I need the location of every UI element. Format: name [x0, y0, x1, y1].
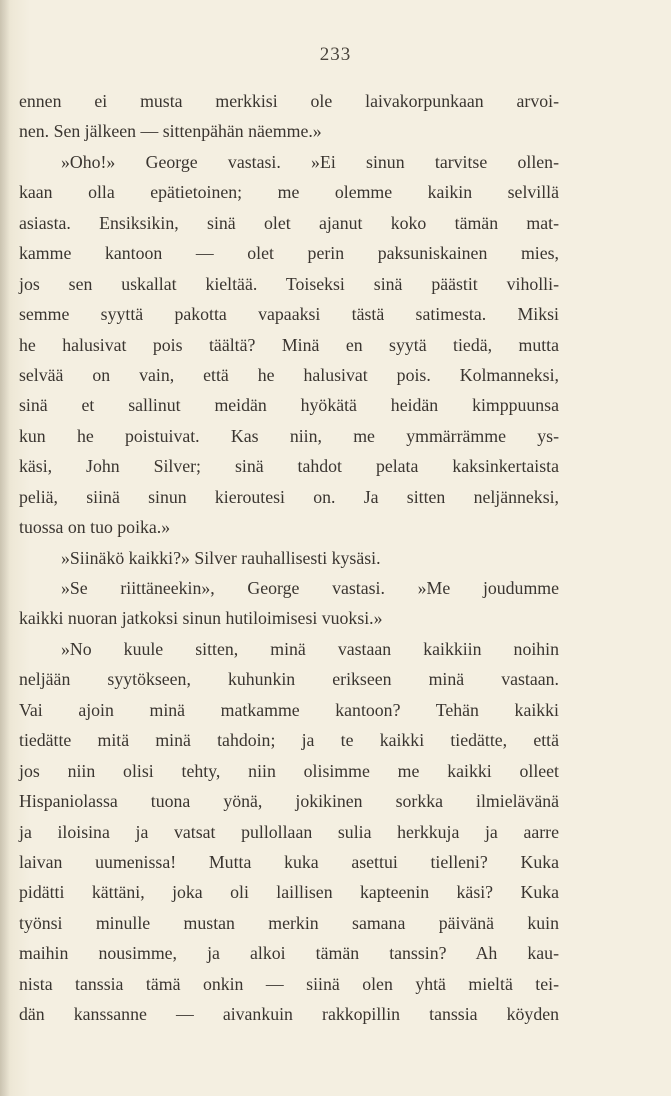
- text-line: kaan olla epätietoinen; me olemme kaikin selvillä: [19, 182, 559, 203]
- text-line: pidätti kättäni, joka oli laillisen kapteenin käsi? Kuka: [19, 882, 559, 903]
- text-line: käsi, John Silver; sinä tahdot pelata kaksinkertaista: [19, 456, 559, 477]
- text-line: työnsi minulle mustan merkin samana päivänä kuin: [19, 912, 559, 933]
- text-line: neljään syytökseen, kuhunkin erikseen minä vastaan.: [19, 669, 559, 690]
- text-line: »Siinäkö kaikki?» Silver rauhallisesti kysäsi.: [61, 547, 381, 568]
- text-line: sinä et sallinut meidän hyökätä heidän kimppuunsa: [19, 395, 559, 416]
- body-text: [19, 86, 559, 1030]
- text-line: kamme kantoon — olet perin paksuniskainen mies,: [19, 243, 559, 264]
- text-line: tiedätte mitä minä tahdoin; ja te kaikki tiedätte, että: [19, 730, 559, 751]
- text-line: asiasta. Ensiksikin, sinä olet ajanut koko tämän mat-: [19, 212, 559, 233]
- page-edge-shadow: [0, 0, 10, 1096]
- text-line: »Oho!» George vastasi. »Ei sinun tarvitse ollen-: [61, 151, 559, 172]
- text-line: ja iloisina ja vatsat pullollaan sulia herkkuja ja aarre: [19, 821, 559, 842]
- text-line: peliä, siinä sinun kieroutesi on. Ja sitten neljänneksi,: [19, 486, 559, 507]
- text-line: tuossa on tuo poika.»: [19, 517, 171, 538]
- text-line: maihin nousimme, ja alkoi tämän tanssin? Ah kau-: [19, 943, 559, 964]
- text-line: »No kuule sitten, minä vastaan kaikkiin noihin: [61, 638, 559, 659]
- page-number: 233: [319, 44, 352, 65]
- text-line: jos sen uskallat kieltää. Toiseksi sinä päästit viholli-: [19, 273, 559, 294]
- text-line: he halusivat pois täältä? Minä en syytä tiedä, mutta: [19, 334, 559, 355]
- text-line: dän kanssanne — aivankuin rakkopillin tanssia köyden: [19, 1004, 559, 1025]
- text-line: »Se riittäneekin», George vastasi. »Me joudumme: [61, 578, 559, 598]
- text-line: Vai ajoin minä matkamme kantoon? Tehän kaikki: [19, 699, 559, 720]
- text-line: Hispaniolassa tuona yönä, jokikinen sorkka ilmielävänä: [19, 791, 559, 812]
- text-line: ennen ei musta merkkisi ole laivakorpunkaan arvoi-: [19, 91, 559, 111]
- text-line: kun he poistuivat. Kas niin, me ymmärrämme ys-: [19, 425, 559, 446]
- text-line: laivan uumenissa! Mutta kuka asettui tielleni? Kuka: [19, 851, 559, 872]
- text-line: kaikki nuoran jatkoksi sinun hutiloimisesi vuoksi.»: [19, 608, 383, 629]
- text-line: jos niin olisi tehty, niin olisimme me kaikki olleet: [19, 760, 559, 781]
- text-line: semme syyttä pakotta vapaaksi tästä satimesta. Miksi: [19, 304, 559, 325]
- text-line: nen. Sen jälkeen — sittenpähän näemme.»: [19, 121, 322, 142]
- text-line: selvää on vain, että he halusivat pois. Kolmanneksi,: [19, 364, 559, 385]
- text-line: nista tanssia tämä onkin — siinä olen yhtä mieltä tei-: [19, 973, 559, 994]
